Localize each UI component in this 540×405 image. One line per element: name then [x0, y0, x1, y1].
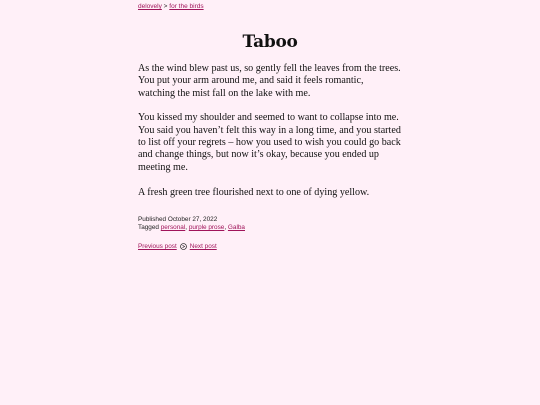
post-navigation [138, 242, 402, 251]
post-paragraph: You kissed my shoulder and seemed to want to collapse into me. You said you haven’t felt this way in a long time, and you started to list off your regrets – how you used to wish you could go back and change things, but now it’s okay, because you ended up meeting me. [138, 112, 401, 173]
published-line [138, 216, 402, 225]
published-label: Published [138, 215, 167, 223]
published-date: October 27, 2022 [167, 215, 218, 223]
tag-link-galba[interactable]: Galba [227, 224, 245, 232]
post-body [138, 63, 402, 199]
content-column [138, 0, 402, 251]
post-paragraph: A fresh green tree flourished next to one of dying yellow. [138, 186, 370, 198]
tag-link-purple-prose[interactable]: purple prose [188, 224, 225, 232]
breadcrumb-separator: > [163, 3, 168, 10]
post-meta [138, 216, 402, 233]
next-post-link[interactable]: Next post [189, 243, 217, 251]
breadcrumb-category-link[interactable]: for the birds [169, 3, 204, 10]
tags-line: Tagged personal, purple prose, Galba [138, 224, 245, 232]
breadcrumb [138, 3, 402, 11]
breadcrumb-home-link[interactable]: delovely [138, 3, 162, 10]
previous-post-link[interactable]: Previous post [138, 243, 177, 251]
tag-link-personal[interactable]: personal [160, 224, 186, 232]
tagged-label: Tagged [138, 224, 159, 232]
circle-arrow-icon [180, 243, 187, 250]
post-title: Taboo [242, 32, 298, 52]
post-paragraph: As the wind blew past us, so gently fell the leaves from the trees. You put your arm around me, and said it feels romantic, watching the mist fall on the lake with me. [138, 63, 401, 99]
